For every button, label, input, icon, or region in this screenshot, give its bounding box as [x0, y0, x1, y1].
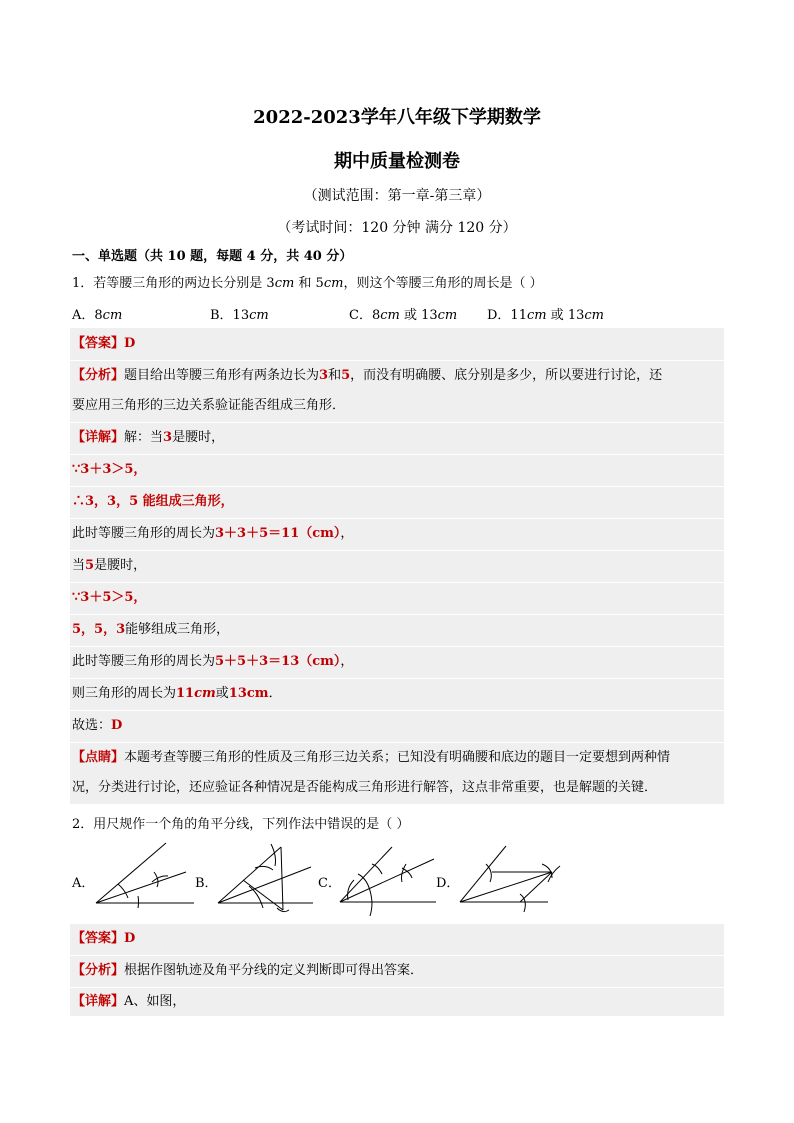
construction-figure-b	[215, 840, 315, 920]
construction-figure-a	[92, 840, 198, 912]
paper-title: 2022-2023学年八年级下学期数学	[253, 107, 541, 128]
test-scope: （测试范围：第一章-第三章）	[303, 188, 491, 204]
q2-analysis: 【分析】根据作图轨迹及角平分线的定义判断即可得出答案．	[72, 963, 424, 978]
q1-answer: 【答案】D	[72, 336, 136, 351]
q1-analysis-line-2: 要应用三角形的三边关系验证能否组成三角形．	[72, 398, 346, 413]
q1-detail-line-3: ∴3，3，5 能组成三角形，	[72, 494, 234, 509]
exam-time: （考试时间：120 分钟 满分 120 分）	[277, 220, 517, 236]
q1-option-c: C．8cm 或 13cm	[349, 308, 458, 323]
q2-answer: 【答案】D	[72, 931, 136, 946]
q1-detail-line-5: 当5是腰时，	[72, 558, 147, 573]
paper-subtitle: 期中质量检测卷	[334, 151, 460, 172]
q1-comment-line-1: 【点睛】本题考查等腰三角形的性质及三角形三边关系；已知没有明确腰和底边的题目一定要想到两种情	[72, 750, 671, 765]
q1-detail-line-4: 此时等腰三角形的周长为3＋3＋5＝11（cm），	[72, 526, 354, 541]
q1-option-b: B．13cm	[210, 308, 269, 323]
construction-figure-d	[456, 842, 566, 918]
q2-label-a: A．	[72, 876, 95, 891]
q1-comment-line-2: 况，分类进行讨论，还应验证各种情况是否能构成三角形进行解答，这点非常重要，也是解题的关键．	[72, 780, 658, 795]
question-2-stem: 2．用尺规作一个角的角平分线，下列作法中错误的是（ ）	[72, 817, 410, 832]
q1-detail-line-2: ∵3＋3＞5，	[72, 462, 147, 477]
question-1-stem: 1．若等腰三角形的两边长分别是 3cm 和 5cm，则这个等腰三角形的周长是（ ）	[72, 276, 543, 291]
q2-label-d: D．	[436, 876, 460, 891]
q2-label-b: B．	[195, 876, 218, 891]
q1-detail-line-8: 此时等腰三角形的周长为5＋5＋3＝13（cm），	[72, 654, 354, 669]
section-heading: 一、单选题（共 10 题，每题 4 分，共 40 分）	[72, 249, 353, 264]
q1-analysis-line-1: 【分析】题目给出等腰三角形有两条边长为3和5，而没有明确腰、底分别是多少，所以要进行讨论，还	[72, 368, 663, 383]
q1-detail-line-6: ∵3＋5＞5，	[72, 590, 147, 605]
q1-detail-line-1: 【详解】解：当3是腰时，	[72, 430, 225, 445]
q1-option-a: A．8cm	[72, 308, 123, 323]
q1-detail-line-7: 5，5，3能够组成三角形，	[72, 622, 230, 637]
q2-label-c: C．	[318, 876, 341, 891]
q1-detail-line-9: 则三角形的周长为11cm或13cm．	[72, 686, 282, 701]
q2-detail: 【详解】A、如图，	[72, 994, 186, 1009]
construction-figure-c	[336, 844, 438, 920]
q1-option-d: D．11cm 或 13cm	[487, 308, 604, 323]
q1-choice-line: 故选：D	[72, 718, 123, 733]
